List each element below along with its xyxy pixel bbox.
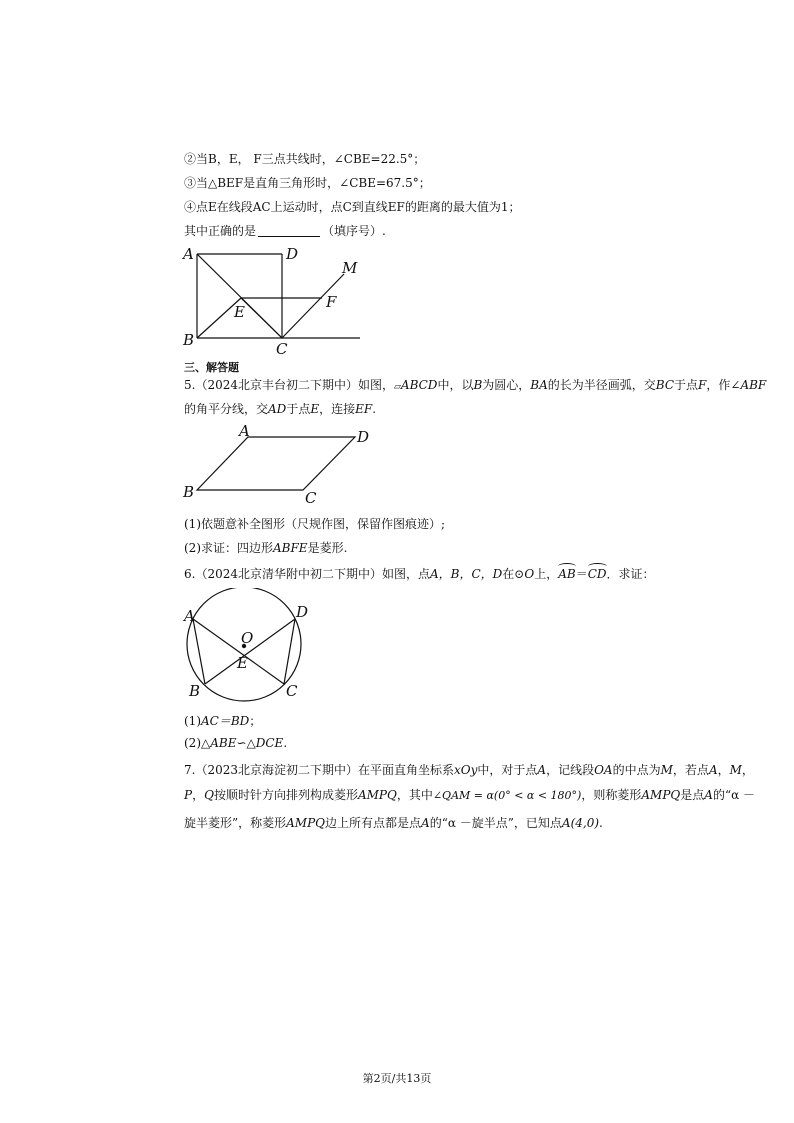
segment-EC [241,298,282,338]
circle-figure [178,588,318,702]
statement-4: ④点E在线段AC上运动时，点C到直线EF的距离的最大值为1； [184,200,521,214]
q5-part2: (2)求证：四边形ABFE是菱形. [184,541,348,555]
label-C: C [276,340,288,358]
chord-AC [193,619,284,684]
answer-blank[interactable] [258,224,320,237]
label-O: O [241,629,254,647]
parallelogram-figure [178,420,378,510]
page-footer: 第2页/共13页 [362,1072,432,1085]
answer-prompt-text: 其中正确的是 [184,224,257,238]
chord-DC [284,619,295,684]
q5-line1: 5.（2024北京丰台初二下期中）如图，▱ABCD中，以B为圆心，BA的长为半径画弧，交BC于点F，作∠ABF [184,378,767,392]
statement-3: ③当△BEF是直角三角形时，∠CBE=67.5°； [184,176,431,190]
answer-prompt-end: （填序号）. [322,224,386,238]
q7-line1: 7.（2023北京海淀初二下期中）在平面直角坐标系xOy中，对于点A，记线段OA的中点为M，若点A，M， [184,763,754,777]
label-D: D [296,603,309,621]
label-A: A [183,245,194,263]
section-heading: 三、解答题 [184,361,239,374]
label-B: B [183,483,195,501]
label-M: M [342,259,358,277]
label-A: A [184,607,195,625]
arc-AB: AB [558,567,576,581]
label-D: D [286,245,299,263]
q7-line3: 旋半菱形”，称菱形AMPQ边上所有点都是点A的“α －旋半点”，已知点A(4,0). [184,816,603,830]
answer-prompt [184,222,386,239]
q5-line2: 的角平分线，交AD于点E，连接EF. [184,402,377,416]
q6-part1: (1)AC＝BD； [184,714,262,728]
q7-line2: P，Q按顺时针方向排列构成菱形AMPQ，其中∠QAM = α(0° < α < 180°)，则称菱形AMPQ是点A的“α － [184,788,755,802]
q6-part2: (2)△ABE∽△DCE. [184,736,288,750]
arc-CD: CD [587,567,607,581]
square-figure [178,244,378,358]
label-F: F [326,293,337,311]
q6-line: 6.（2024北京清华附中初二下期中）如图，点A，B，C，D在⊙O上，AB＝CD．求证： [184,567,655,581]
parallelogram-ABCD [197,437,355,490]
label-D: D [357,428,370,446]
label-E: E [237,654,248,672]
label-A: A [239,422,250,440]
q5-part1: (1)依题意补全图形（尺规作图，保留作图痕迹）; [184,517,446,531]
label-C: C [305,489,317,507]
statement-2: ②当B，E， F三点共线时，∠CBE=22.5°； [184,152,426,166]
label-B: B [189,682,201,700]
label-B: B [183,331,195,349]
chord-AB [193,619,205,684]
label-E: E [234,303,245,321]
label-C: C [286,682,298,700]
